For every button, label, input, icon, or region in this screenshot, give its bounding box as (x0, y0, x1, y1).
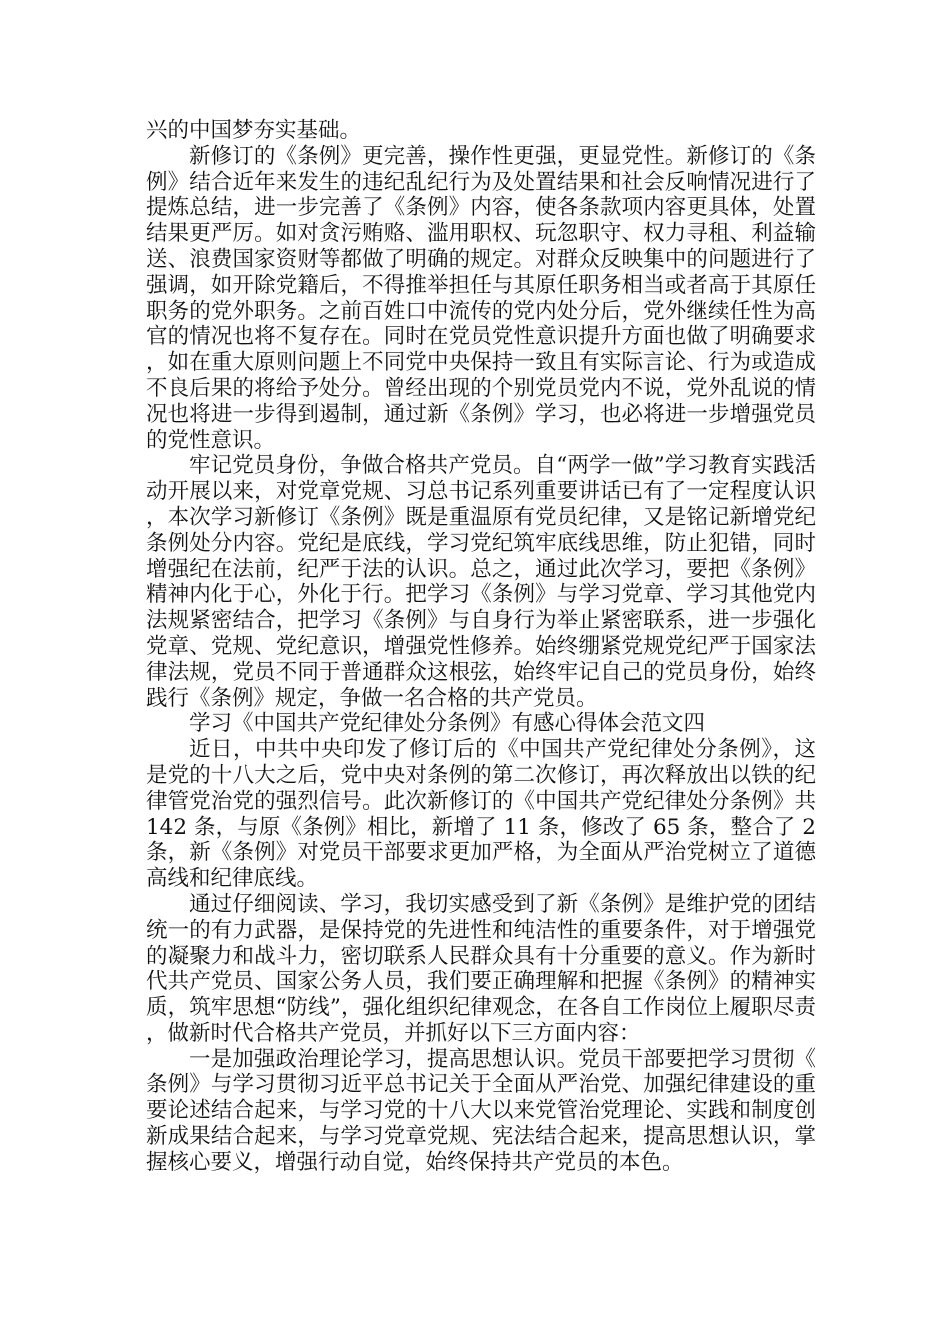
document-body (146, 118, 816, 1176)
paragraph-revision-overview: 近日，中共中央印发了修订后的《中国共产党纪律处分条例》，这是党的十八大之后，党中央对条例的第二次修订，再次释放出以铁的纪律管党治党的强烈信号。此次新修订的《中国共产党纪律处分条例》共 142 条，与原《条例》相比，新增了 11 条，修改了 65 条，整合了 2 条，新《条例》对党员干部要求更加严格，为全面从严治党树立了道德高线和纪律底线。 (146, 737, 816, 892)
paragraph-continuation: 兴的中国梦夯实基础。 (146, 118, 362, 143)
paragraph-point-one: 一是加强政治理论学习，提高思想认识。党员干部要把学习贯彻《条例》与学习贯彻习近平总书记关于全面从严治党、加强纪律建设的重要论述结合起来，与学习党的十八大以来党管治党理论、实践和制度创新成果结合起来，与学习党章党规、宪法结合起来，提高思想认识，掌握核心要义，增强行动自觉，始终保持共产党员的本色。 (146, 1046, 816, 1175)
section-heading: 学习《中国共产党纪律处分条例》有感心得体会范文四 (189, 711, 706, 737)
paragraph-party-member-identity: 牢记党员身份，争做合格共产党员。自“两学一做”学习教育实践活动开展以来，对党章党规、习总书记系列重要讲话已有了一定程度认识，本次学习新修订《条例》既是重温原有党员纪律，又是铭记新增党纪条例处分内容。党纪是底线，学习党纪筑牢底线思维，防止犯错，同时增强纪在法前，纪严于法的认识。总之，通过此次学习，要把《条例》精神内化于心，外化于行。把学习《条例》与学习党章、学习其他党内法规紧密结合，把学习《条例》与自身行为举止紧密联系，进一步强化党章、党规、党纪意识，增强党性修养。始终绷紧党规党纪严于国家法律法规，党员不同于普通群众这根弦，始终牢记自己的党员身份，始终践行《条例》规定，争做一名合格的共产党员。 (146, 453, 816, 711)
paragraph-study-reflection: 通过仔细阅读、学习，我切实感受到了新《条例》是维护党的团结统一的有力武器，是保持党的先进性和纯洁性的重要条件，对于增强党的凝聚力和战斗力，密切联系人民群众具有十分重要的意义。作为新时代共产党员、国家公务人员，我们要正确理解和把握《条例》的精神实质，筑牢思想“防线”，强化组织纪律观念，在各自工作岗位上履职尽责，做新时代合格共产党员，并抓好以下三方面内容： (146, 891, 816, 1046)
paragraph-regulation-improvements: 新修订的《条例》更完善，操作性更强，更显党性。新修订的《条例》结合近年来发生的违纪乱纪行为及处置结果和社会反响情况进行了提炼总结，进一步完善了《条例》内容，使各条款项内容更具体，处置结果更严厉。如对贪污贿赂、滥用职权、玩忽职守、权力寻租、利益输送、浪费国家资财等都做了明确的规定。对群众反映集中的问题进行了强调，如开除党籍后，不得推举担任与其原任职务相当或者高于其原任职务的党外职务。之前百姓口中流传的党内处分后，党外继续任性为高官的情况也将不复存在。同时在党员党性意识提升方面也做了明确要求，如在重大原则问题上不同党中央保持一致且有实际言论、行为或造成不良后果的将给予处分。曾经出现的个别党员党内不说，党外乱说的情况也将进一步得到遏制，通过新《条例》学习，也必将进一步增强党员的党性意识。 (146, 143, 816, 453)
